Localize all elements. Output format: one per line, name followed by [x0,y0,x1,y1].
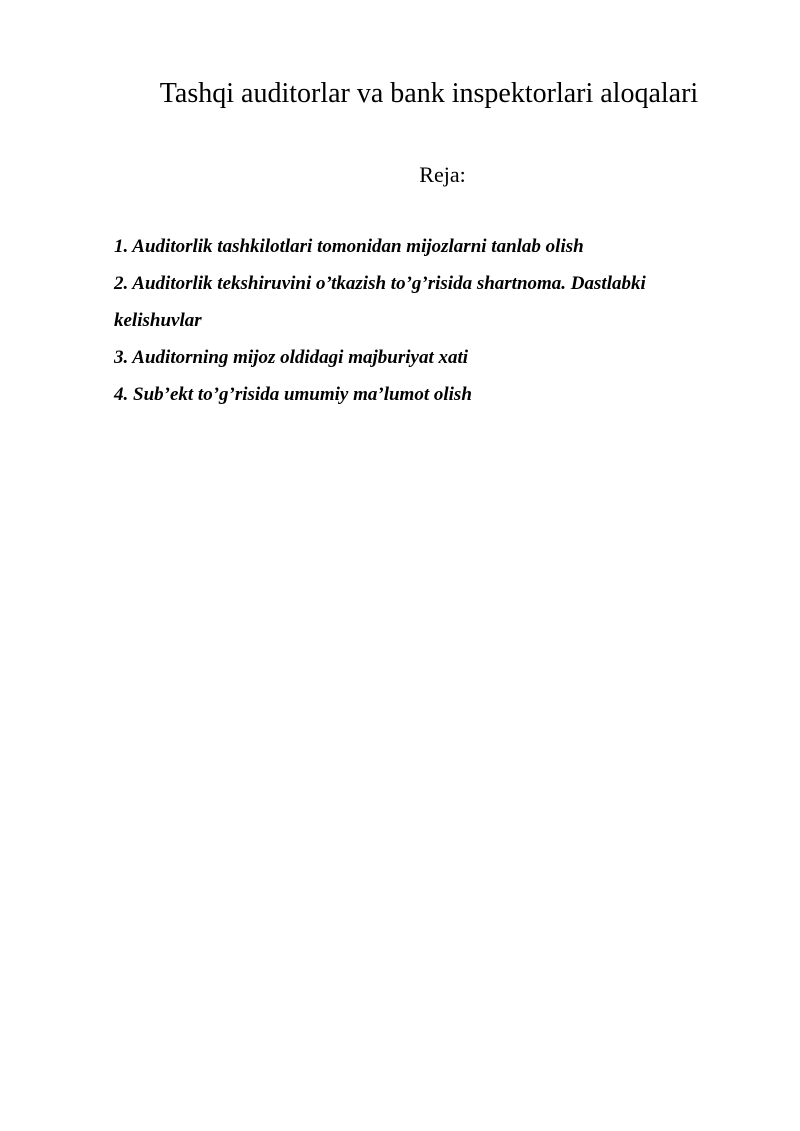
plan-heading: Reja: [419,162,466,187]
plan-item-4: 4. Sub’ekt to’g’risida umumiy ma’lumot olish [114,384,472,405]
plan-item-2: 2. Auditorlik tekshiruvini o’tkazish to’g’risida shartnoma. Dastlabki kelishuvlar [114,273,646,331]
plan-list [114,228,734,413]
document-title: Tashqi auditorlar va bank inspektorlari aloqalari [159,78,699,109]
plan-item-1: 1. Auditorlik tashkilotlari tomonidan mijozlarni tanlab olish [114,236,584,257]
plan-item-3: 3. Auditorning mijoz oldidagi majburiyat xati [114,347,469,368]
